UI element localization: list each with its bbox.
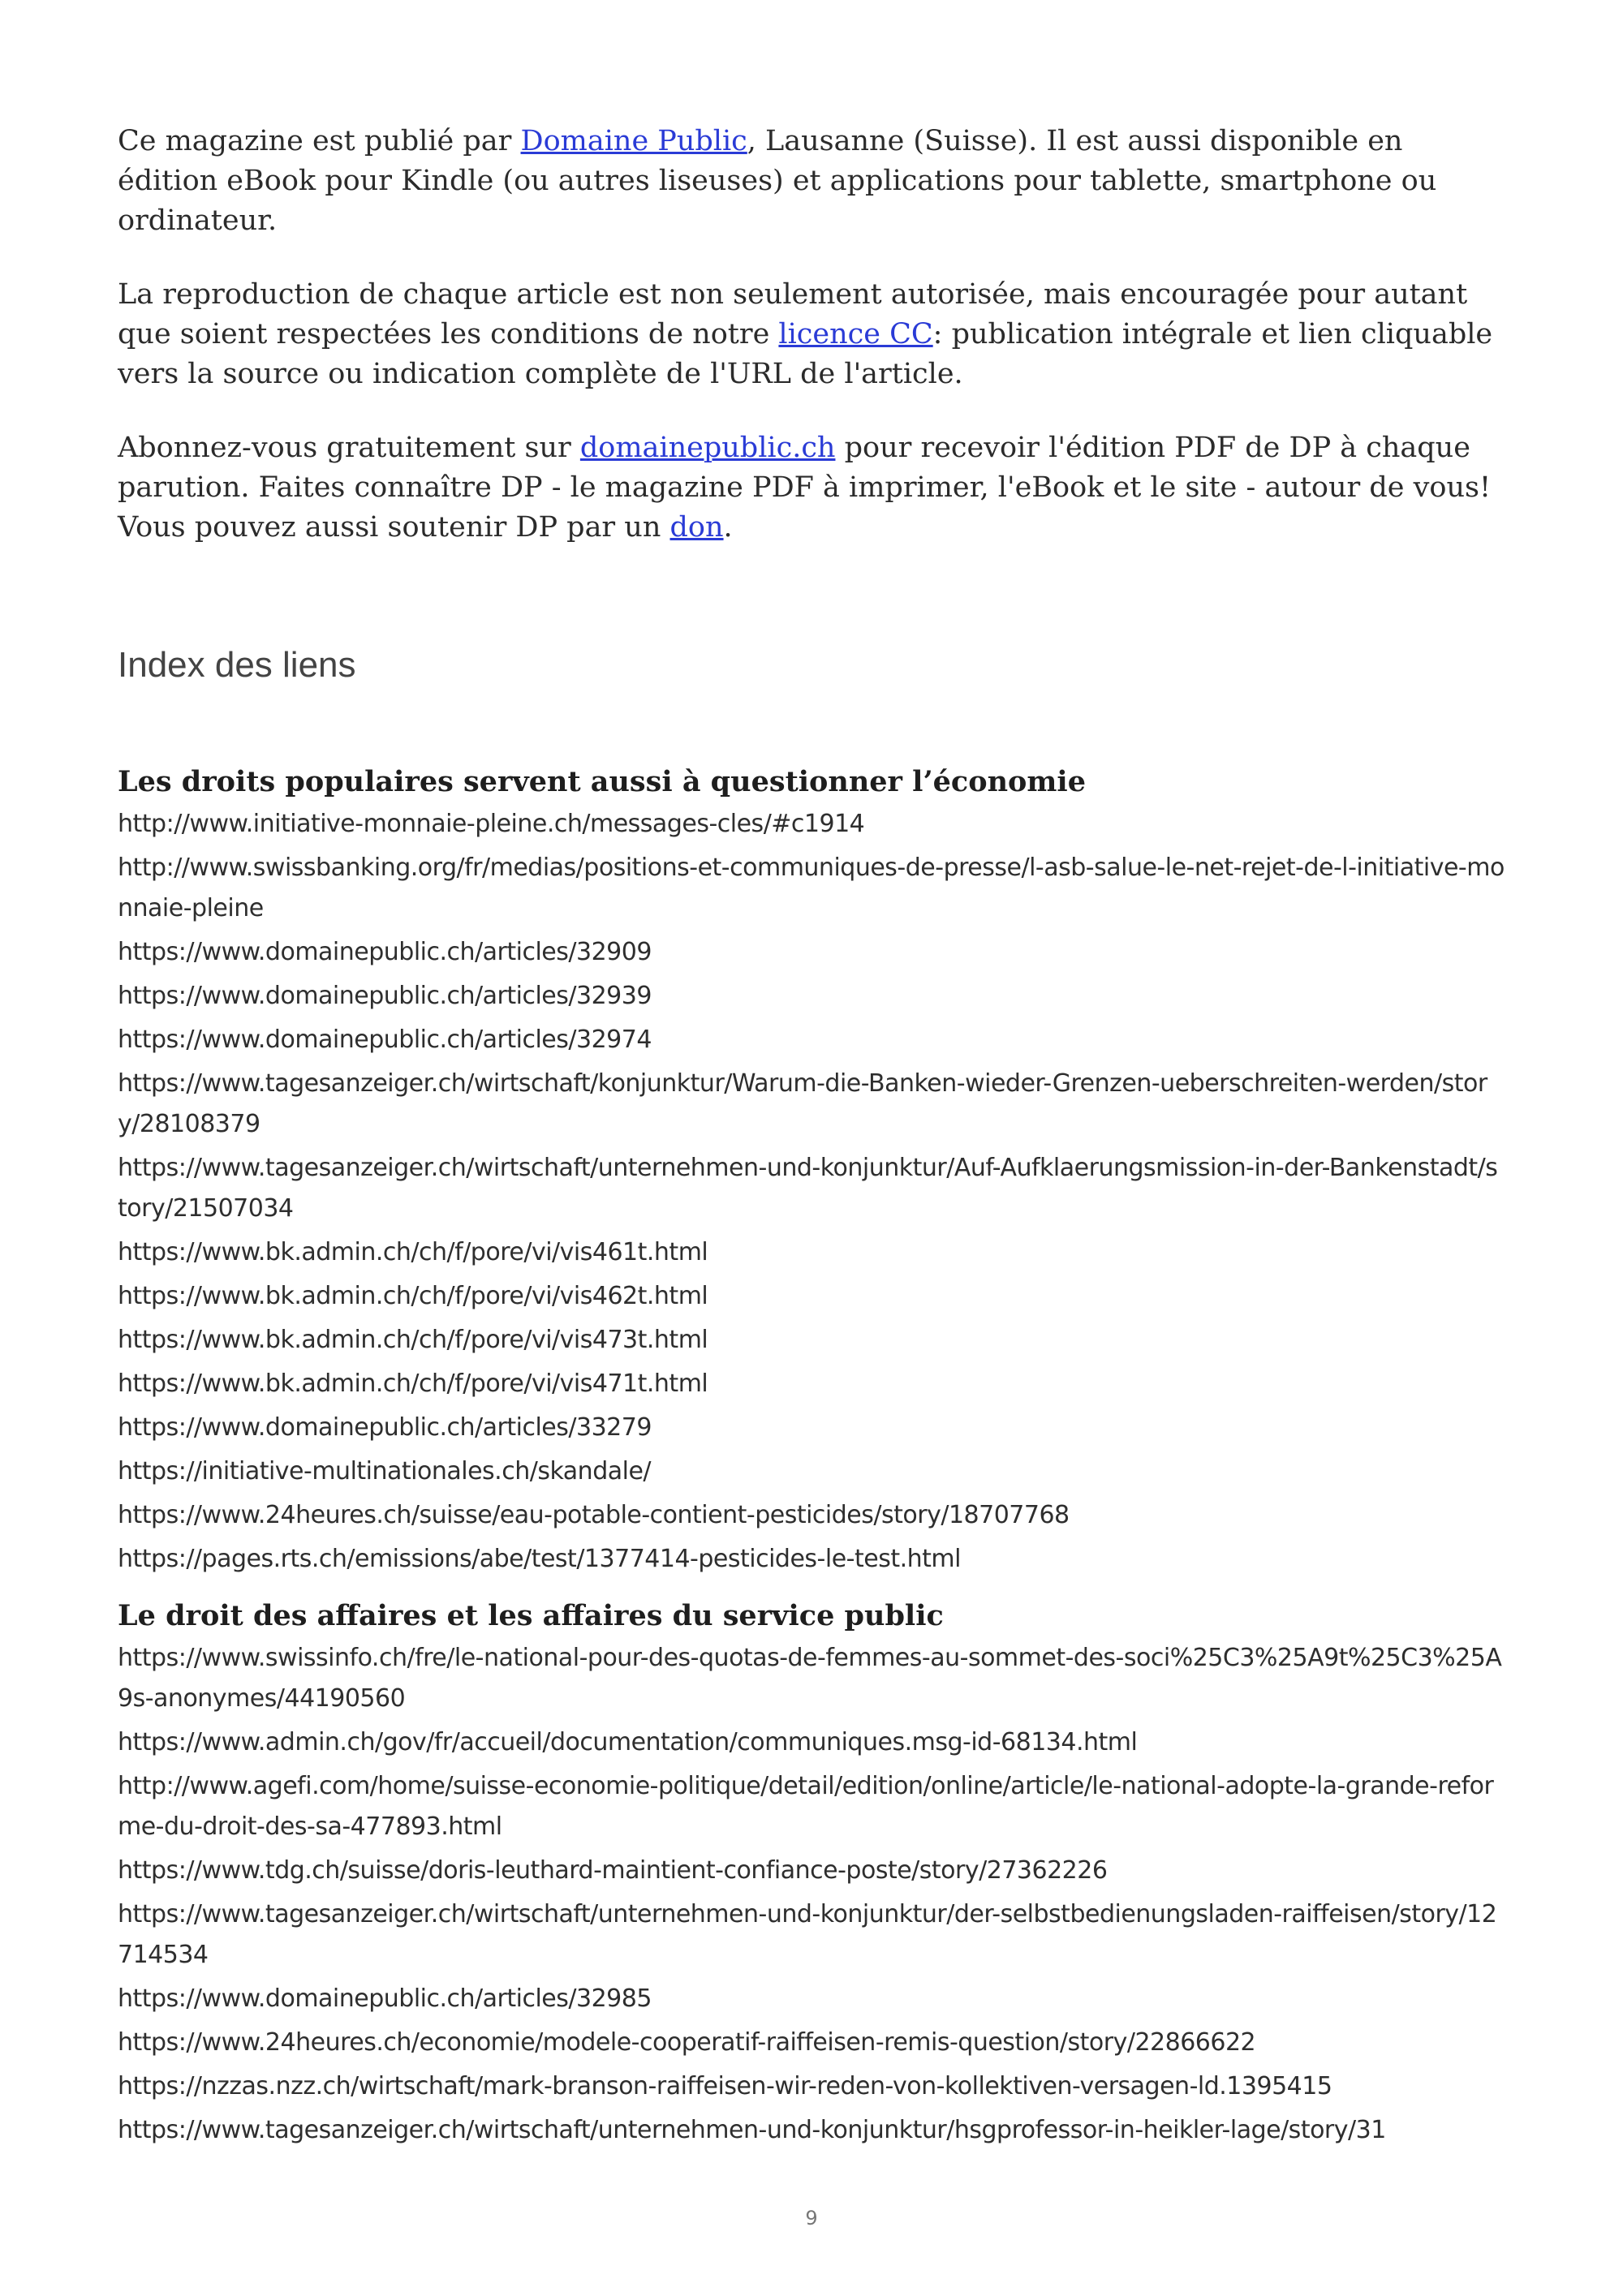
link-section [118,763,1505,1580]
url-item: https://www.domainepublic.ch/articles/32939 [118,982,652,1010]
page-content [118,122,1505,2154]
url-item: https://www.24heures.ch/economie/modele-cooperatif-raiffeisen-remis-question/story/22866622 [118,2028,1256,2057]
url-item: https://nzzas.nzz.ch/wirtschaft/mark-branson-raiffeisen-wir-reden-von-kollektiven-versagen-ld.1395415 [118,2072,1332,2100]
url-item: https://www.24heures.ch/suisse/eau-potable-contient-pesticides/story/18707768 [118,1501,1070,1529]
url-item: http://www.agefi.com/home/suisse-economie-politique/detail/edition/online/article/le-national-adopte-la-grande-reforme-du-droit-des-sa-477893.html [118,1772,1494,1841]
url-item: https://www.domainepublic.ch/articles/32909 [118,938,652,966]
text: : publication intégrale et lien cliquable vers la source ou indication complète de l'URL de l'article. [118,318,1493,390]
intro-paragraph-publisher [118,122,1505,241]
url-item: https://www.domainepublic.ch/articles/33279 [118,1413,652,1442]
url-item: https://www.tagesanzeiger.ch/wirtschaft/unternehmen-und-konjunktur/Auf-Aufklaerungsmission-in-der-Bankenstadt/story/21507034 [118,1154,1498,1223]
intro-paragraph-subscribe [118,428,1505,548]
text: Ce magazine est publié par [118,125,521,157]
text: La reproduction de chaque article est non seulement autorisée, mais encouragée pour autant que soient respectées les conditions de notre [118,278,1468,350]
url-item: https://www.tdg.ch/suisse/doris-leuthard-maintient-confiance-poste/story/27362226 [118,1856,1108,1885]
page-number: 9 [805,2207,818,2229]
url-item: https://www.bk.admin.ch/ch/f/pore/vi/vis471t.html [118,1369,708,1398]
section-title: Le droit des affaires et les affaires du service public [118,1599,944,1632]
text: Abonnez-vous gratuitement sur [118,432,580,464]
url-item: https://www.bk.admin.ch/ch/f/pore/vi/vis473t.html [118,1326,708,1354]
url-item: http://www.initiative-monnaie-pleine.ch/messages-cles/#c1914 [118,810,865,838]
url-item: https://www.bk.admin.ch/ch/f/pore/vi/vis461t.html [118,1238,708,1266]
url-item: https://www.domainepublic.ch/articles/32985 [118,1984,652,2013]
text: pour recevoir l'édition PDF de DP à chaque parution. Faites connaître DP - le magazine PDF à imprimer, l'eBook et le site - autour de vous! Vous pouvez aussi soutenir DP par un [118,432,1492,544]
url-item: http://www.swissbanking.org/fr/medias/positions-et-communiques-de-presse/l-asb-salue-le-net-rejet-de-l-initiative-monnaie-pleine [118,853,1505,922]
url-item: https://initiative-multinationales.ch/skandale/ [118,1457,652,1486]
url-item: https://pages.rts.ch/emissions/abe/test/1377414-pesticides-le-test.html [118,1545,961,1573]
text: . [723,511,733,544]
index-heading: Index des liens [118,645,356,685]
url-item: https://www.tagesanzeiger.ch/wirtschaft/unternehmen-und-konjunktur/der-selbstbedienungsladen-raiffeisen/story/12714534 [118,1900,1497,1969]
domaine-public-link[interactable]: Domaine Public [520,125,747,157]
url-item: https://www.domainepublic.ch/articles/32974 [118,1025,652,1054]
url-item: https://www.admin.ch/gov/fr/accueil/documentation/communiques.msg-id-68134.html [118,1728,1138,1756]
url-item: https://www.tagesanzeiger.ch/wirtschaft/konjunktur/Warum-die-Banken-wieder-Grenzen-ueberschreiten-werden/story/28108379 [118,1069,1487,1138]
intro-paragraph-license [118,275,1505,394]
section-title: Les droits populaires servent aussi à questionner l’économie [118,765,1086,798]
domainepublic-link[interactable]: domainepublic.ch [579,432,836,464]
url-item: https://www.tagesanzeiger.ch/wirtschaft/unternehmen-und-konjunktur/hsgprofessor-in-heikler-lage/story/31 [118,2116,1386,2144]
url-item: https://www.swissinfo.ch/fre/le-national-pour-des-quotas-de-femmes-au-sommet-des-soci%25C3%25A9t%25C3%25A9s-anonymes/44190560 [118,1644,1502,1713]
licence-cc-link[interactable]: licence CC [778,318,933,350]
text: , Lausanne (Suisse). Il est aussi disponible en édition eBook pour Kindle (ou autres liseuses) et applications pour tablette, smartphone ou ordinateur. [118,125,1437,237]
link-section [118,1597,1505,2151]
url-item: https://www.bk.admin.ch/ch/f/pore/vi/vis462t.html [118,1282,708,1310]
donation-link[interactable]: don [669,511,724,544]
